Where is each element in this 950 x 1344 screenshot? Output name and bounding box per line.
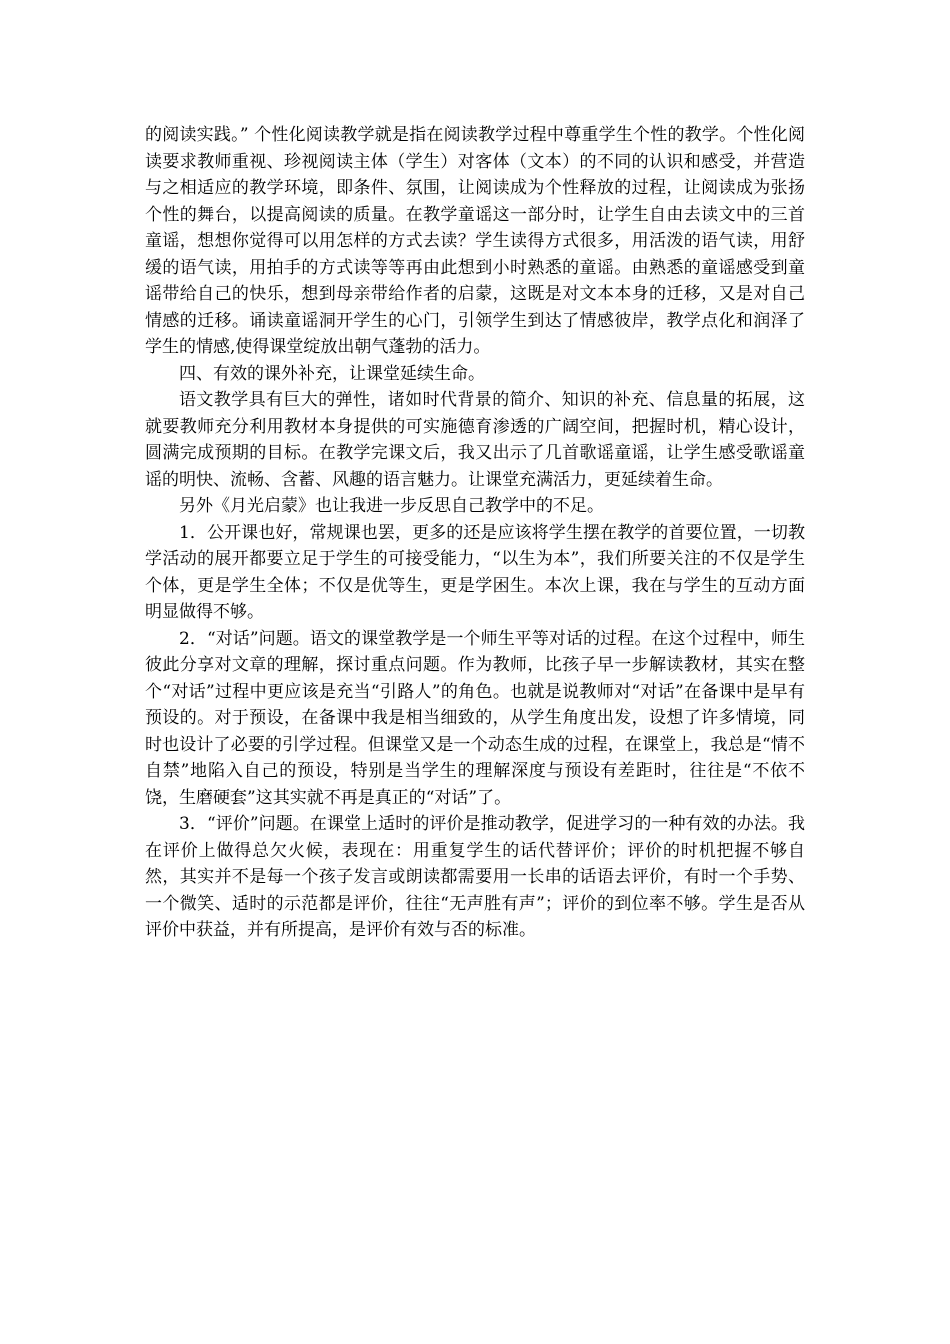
reflection-item-3: 3．“评价”问题。在课堂上适时的评价是推动教学，促进学习的一种有效的办法。我在评价上做得总欠火候，表现在：用重复学生的话代替评价；评价的时机把握不够自然，其实并不是每一个孩子发言或朗读都需要用一长串的话语去评价，有时一个手势、一个微笑、适时的示范都是评价，往往“无声胜有声”；评价的到位率不够。学生是否从评价中获益，并有所提高，是评价有效与否的标准。: [145, 814, 805, 940]
reflection-item-1: 1．公开课也好，常规课也罢，更多的还是应该将学生摆在教学的首要位置，一切教学活动的展开都要立足于学生的可接受能力，“以生为本”，我们所要关注的不仅是学生个体，更是学生全体；不仅是优等生，更是学困生。本次上课，我在与学生的互动方面明显做得不够。: [145, 522, 805, 622]
section-heading-four: 四、有效的课外补充，让课堂延续生命。: [179, 363, 485, 384]
paragraph-extension: 语文教学具有巨大的弹性，诸如时代背景的简介、知识的补充、信息量的拓展，这就要教师充分利用教材本身提供的可实施德育渗透的广阔空间，把握时机，精心设计，圆满完成预期的目标。在教学完课文后，我又出示了几首歌谣童谣，让学生感受歌谣童谣的明快、流畅、含蓄、风趣的语言魅力。让课堂充满活力，更延续着生命。: [145, 390, 805, 490]
reflection-item-2: 2．“对话”问题。语文的课堂教学是一个师生平等对话的过程。在这个过程中，师生彼此分享对文章的理解，探讨重点问题。作为教师，比孩子早一步解读教材，其实在整个“对话”过程中更应该是充当“引路人”的角色。也就是说教师对“对话”在备课中是早有预设的。对于预设，在备课中我是相当细致的，从学生角度出发，设想了许多情境，同时也设计了必要的引学过程。但课堂又是一个动态生成的过程，在课堂上，我总是“情不自禁”地陷入自己的预设，特别是当学生的理解深度与预设有差距时，往往是“不依不饶，生磨硬套”这其实就不再是真正的“对话”了。: [145, 628, 805, 808]
paragraph-reflection-intro: 另外《月光启蒙》也让我进一步反思自己教学中的不足。: [179, 496, 604, 516]
document-body: [145, 122, 805, 944]
paragraph-continued: 的阅读实践。” 个性化阅读教学就是指在阅读教学过程中尊重学生个性的教学。个性化阅读要求教师重视、珍视阅读主体（学生）对客体（文本）的不同的认识和感受，并营造与之相适应的教学环境，即条件、氛围，让阅读成为个性释放的过程，让阅读成为张扬个性的舞台，以提高阅读的质量。在教学童谣这一部分时，让学生自由去读文中的三首童谣，想想你觉得可以用怎样的方式去读？学生读得方式很多，用活泼的语气读，用舒缓的语气读，用拍手的方式读等等再由此想到小时熟悉的童谣。由熟悉的童谣感受到童谣带给自己的快乐，想到母亲带给作者的启蒙，这既是对文本本身的迁移，又是对自己情感的迁移。诵读童谣洞开学生的心门，引领学生到达了情感彼岸，教学点化和润泽了学生的情感,使得课堂绽放出朝气蓬勃的活力。: [145, 125, 805, 357]
